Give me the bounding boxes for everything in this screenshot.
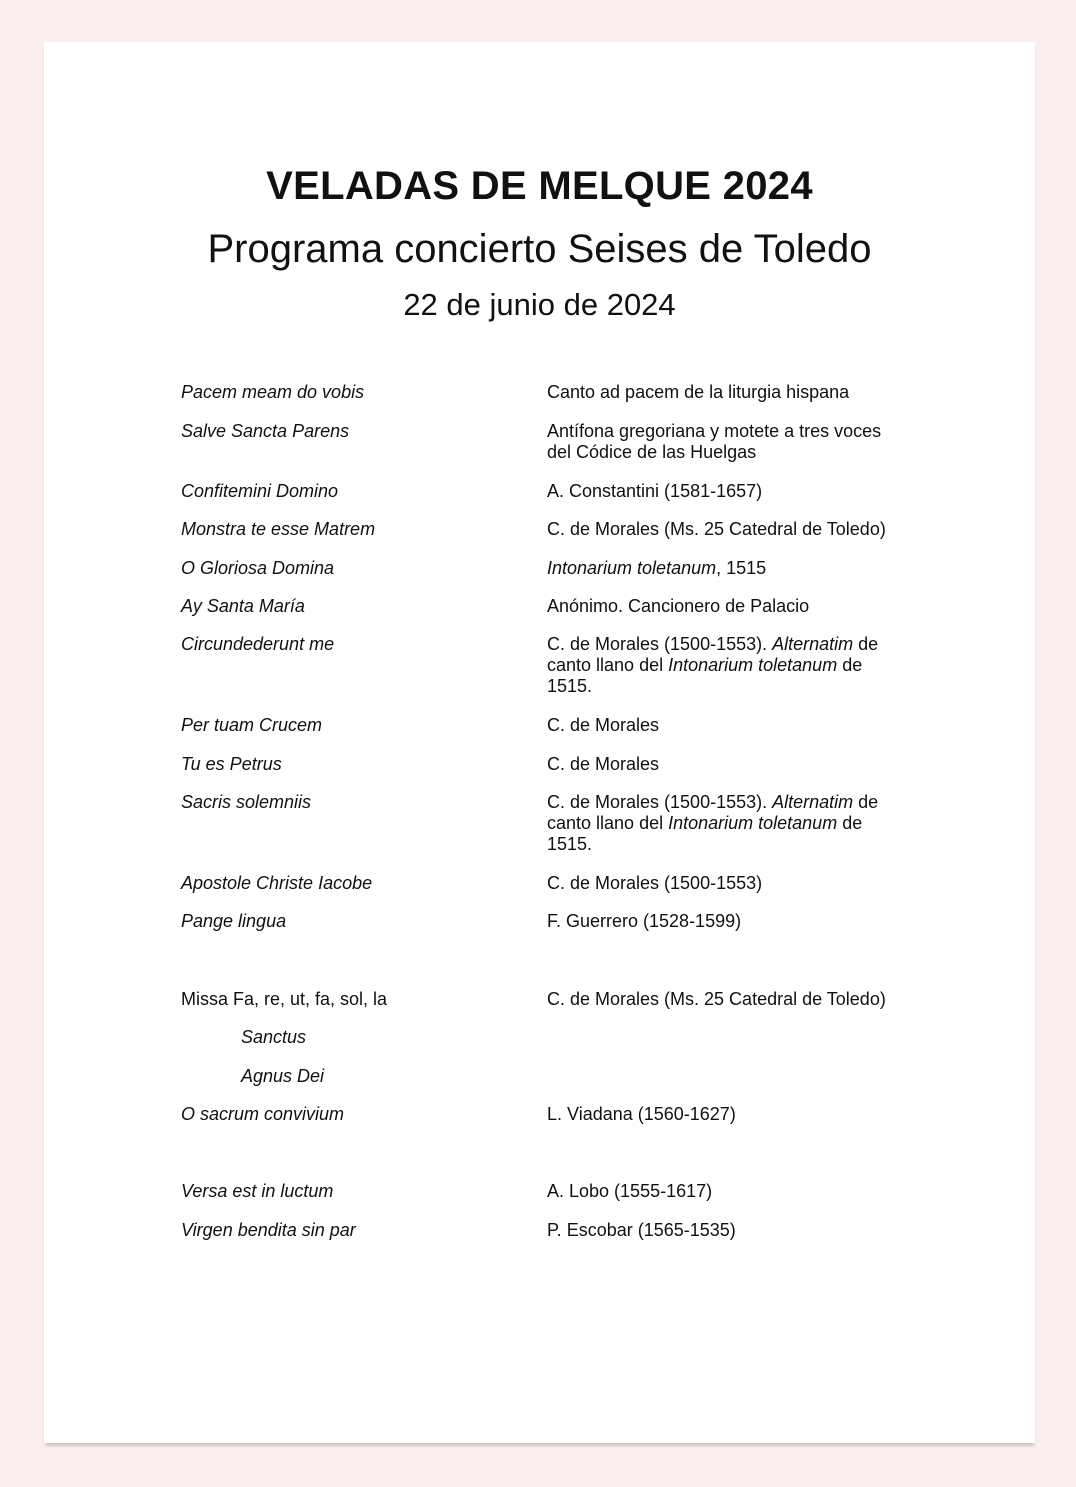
composer-italic: Intonarium toletanum xyxy=(547,558,717,578)
piece-title: Monstra te esse Matrem xyxy=(181,519,376,539)
composer-text: 1515. xyxy=(547,676,593,696)
composer-italic: Intonarium toletanum xyxy=(668,813,838,833)
composer-line: del Códice de las Huelgas xyxy=(547,442,757,462)
composer-text: de xyxy=(837,655,863,675)
composer-text: C. de Morales (1500-1553). xyxy=(547,792,773,812)
composer-italic: Alternatim xyxy=(772,792,854,812)
piece-title: Apostole Christe Iacobe xyxy=(181,873,373,893)
composer-italic: Alternatim xyxy=(772,634,854,654)
piece-title: Pange lingua xyxy=(181,911,287,931)
composer-text: de xyxy=(853,634,879,654)
composer-info xyxy=(547,792,907,855)
piece-title: Pacem meam do vobis xyxy=(181,382,365,402)
composer-text: de xyxy=(837,813,863,833)
composer-info: P. Escobar (1565-1535) xyxy=(547,1220,736,1240)
composer-text: 1515. xyxy=(547,834,593,854)
piece-title: Confitemini Domino xyxy=(181,481,339,501)
composer-info xyxy=(547,634,907,697)
composer-text: canto llano del xyxy=(547,655,669,675)
piece-title: Ay Santa María xyxy=(181,596,305,616)
piece-title: Circundederunt me xyxy=(181,634,335,654)
composer-info: F. Guerrero (1528-1599) xyxy=(547,911,742,931)
piece-title: Virgen bendita sin par xyxy=(181,1220,356,1240)
composer-info: C. de Morales (Ms. 25 Catedral de Toledo) xyxy=(547,989,886,1009)
page-title: VELADAS DE MELQUE 2024 xyxy=(266,164,813,208)
composer-info: A. Lobo (1555-1617) xyxy=(547,1181,713,1201)
piece-title: O Gloriosa Domina xyxy=(181,558,335,578)
composer-italic: Intonarium toletanum xyxy=(668,655,838,675)
composer-text: canto llano del xyxy=(547,813,669,833)
composer-info: L. Viadana (1560-1627) xyxy=(547,1104,736,1124)
movement-title: Sanctus xyxy=(241,1027,307,1047)
piece-title: Tu es Petrus xyxy=(181,754,282,774)
composer-text: de xyxy=(853,792,879,812)
piece-title: Per tuam Crucem xyxy=(181,715,323,735)
document-page xyxy=(44,42,1035,1443)
composer-text: , 1515 xyxy=(716,558,767,578)
composer-info: C. de Morales xyxy=(547,754,660,774)
piece-title: Sacris solemniis xyxy=(181,792,312,812)
concert-date: 22 de junio de 2024 xyxy=(403,287,676,322)
page-subtitle: Programa concierto Seises de Toledo xyxy=(207,227,872,271)
composer-info: Canto ad pacem de la liturgia hispana xyxy=(547,382,850,402)
composer-info xyxy=(547,558,907,579)
composer-info: C. de Morales xyxy=(547,715,660,735)
composer-info: A. Constantini (1581-1657) xyxy=(547,481,763,501)
piece-title: Salve Sancta Parens xyxy=(181,421,350,441)
composer-info: Anónimo. Cancionero de Palacio xyxy=(547,596,810,616)
composer-info: C. de Morales (1500-1553) xyxy=(547,873,763,893)
composer-info xyxy=(547,421,907,463)
movement-title: Agnus Dei xyxy=(241,1066,325,1086)
piece-title: Missa Fa, re, ut, fa, sol, la xyxy=(181,989,388,1009)
composer-info: C. de Morales (Ms. 25 Catedral de Toledo) xyxy=(547,519,886,539)
composer-line: Antífona gregoriana y motete a tres voces xyxy=(547,421,882,441)
piece-title: O sacrum convivium xyxy=(181,1104,345,1124)
piece-title: Versa est in luctum xyxy=(181,1181,334,1201)
composer-text: C. de Morales (1500-1553). xyxy=(547,634,773,654)
